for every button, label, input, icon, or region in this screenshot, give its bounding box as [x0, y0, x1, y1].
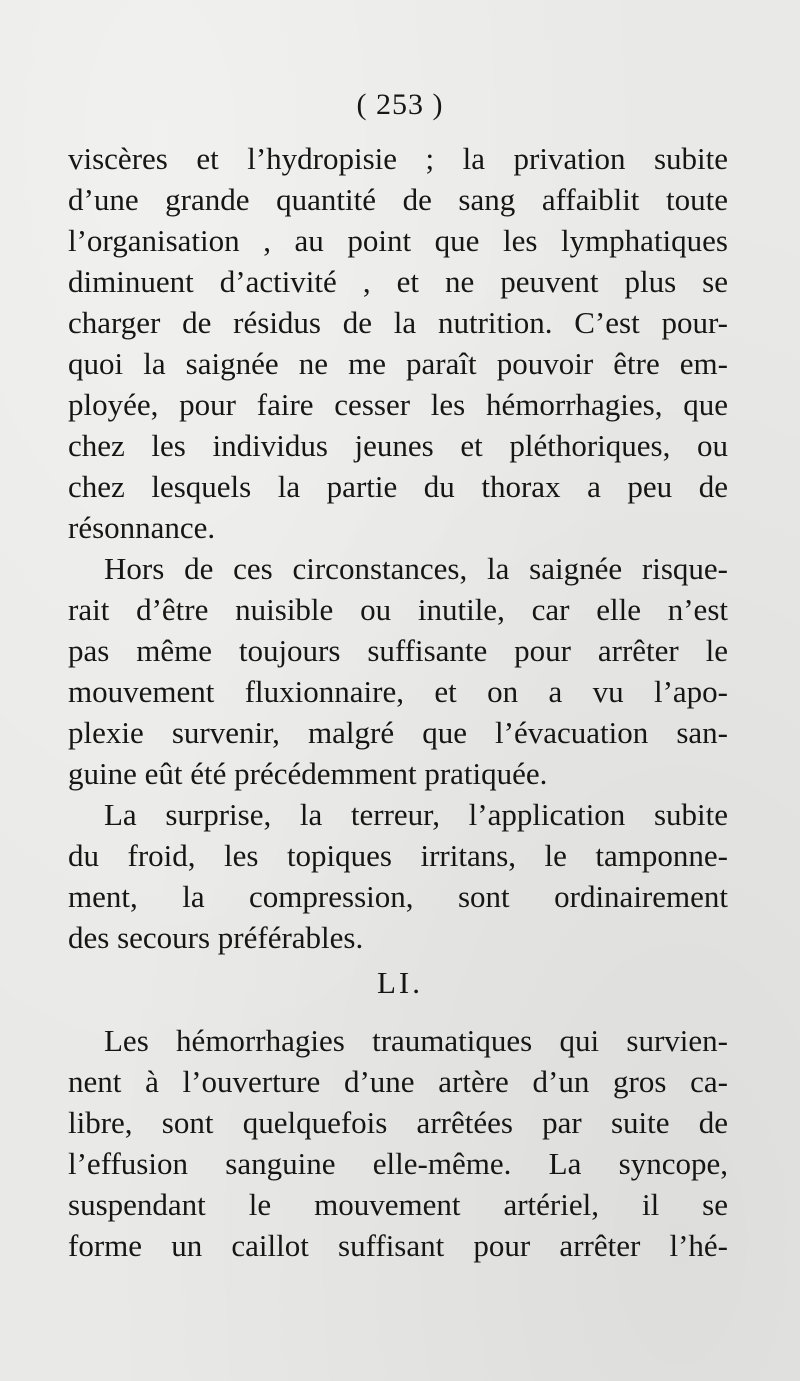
text-line: La surprise, la terreur, l’application subite [104, 797, 728, 832]
text-line: d’une grande quantité de sang affaiblit toute [68, 182, 728, 217]
text-line: plexie survenir, malgré que l’évacuation san- [68, 715, 728, 750]
text-line: Hors de ces circonstances, la saignée risque- [104, 551, 728, 586]
section-heading: LI. [376, 965, 423, 1000]
paragraph-4 [68, 1020, 728, 1266]
text-line: chez les individus jeunes et pléthoriques, ou [68, 428, 728, 463]
text-line: ployée, pour faire cesser les hémorrhagies, que [68, 387, 728, 422]
text-block-bottom [68, 1020, 728, 1266]
text-line: du froid, les topiques irritans, le tamponne- [68, 838, 728, 873]
text-line: viscères et l’hydropisie ; la privation subite [68, 141, 728, 176]
text-line: des secours préférables. [68, 920, 364, 955]
paragraph-3 [68, 794, 728, 958]
text-line: ment, la compression, sont ordinairement [68, 879, 728, 914]
text-line: diminuent d’activité , et ne peuvent plus se [68, 264, 728, 299]
text-line: chez lesquels la partie du thorax a peu de [68, 469, 728, 504]
text-line: résonnance. [68, 510, 216, 545]
text-line: guine eût été précédemment pratiquée. [68, 756, 548, 791]
text-line: mouvement fluxionnaire, et on a vu l’apo- [68, 674, 728, 709]
text-line: l’organisation , au point que les lymphatiques [68, 223, 728, 258]
paragraph-2 [68, 548, 728, 794]
text-line: quoi la saignée ne me paraît pouvoir être em- [68, 346, 728, 381]
text-block-top [68, 138, 728, 958]
text-line: suspendant le mouvement artériel, il se [68, 1187, 728, 1222]
text-line: charger de résidus de la nutrition. C’est pour- [68, 305, 728, 340]
text-line: libre, sont quelquefois arrêtées par suite de [68, 1105, 728, 1140]
text-line: forme un caillot suffisant pour arrêter l’hé- [68, 1228, 728, 1263]
text-line: Les hémorrhagies traumatiques qui survien- [104, 1023, 728, 1058]
text-line: nent à l’ouverture d’une artère d’un gros ca- [68, 1064, 728, 1099]
text-line: l’effusion sanguine elle-même. La syncope, [68, 1146, 728, 1181]
text-line: rait d’être nuisible ou inutile, car elle n’est [68, 592, 728, 627]
text-line: pas même toujours suffisante pour arrêter le [68, 633, 728, 668]
page-number: ( 253 ) [356, 88, 444, 121]
paragraph-1 [68, 138, 728, 548]
